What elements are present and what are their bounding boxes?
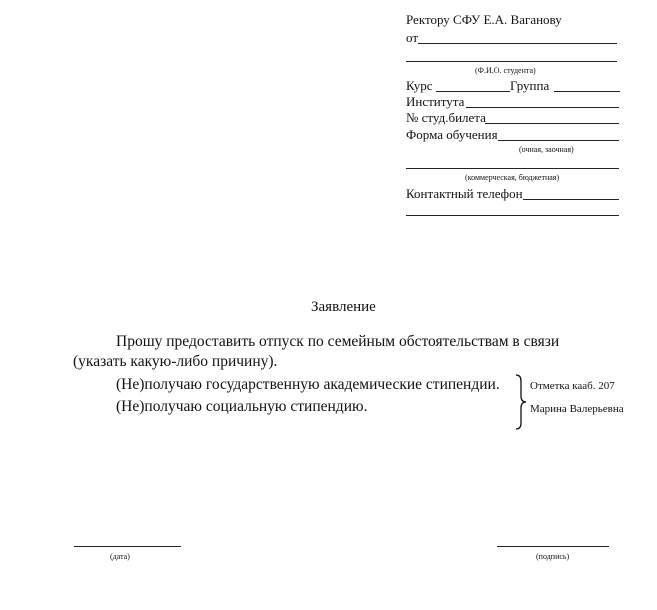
curly-brace-icon bbox=[514, 374, 528, 430]
institute-line bbox=[466, 107, 619, 108]
addressee-text: Ректору СФУ Е.А. Ваганову bbox=[406, 12, 562, 27]
social-scholarship-line: (Не)получаю социальную стипендию. bbox=[116, 398, 368, 415]
paragraph-line-1: Прошу предоставить отпуск по семейным обстоятельствам в связи bbox=[116, 333, 560, 350]
course-line bbox=[436, 91, 510, 92]
signature-caption: (подпись) bbox=[536, 552, 570, 561]
phone-line-2 bbox=[406, 215, 619, 216]
group-label: Группа bbox=[510, 78, 550, 93]
paragraph-line-2: (указать какую-либо причину). bbox=[73, 353, 278, 370]
funding-line bbox=[406, 168, 619, 169]
side-note-office: Отметка кааб. 207 bbox=[530, 380, 615, 392]
study-form-caption: (очная, заочная) bbox=[519, 145, 574, 154]
date-line bbox=[74, 546, 181, 547]
course-label: Курс bbox=[406, 78, 433, 93]
side-note-name: Марина Валерьевна bbox=[530, 403, 624, 415]
signature-line bbox=[497, 546, 609, 547]
fio-line bbox=[406, 61, 617, 62]
study-form-label: Форма обучения bbox=[406, 127, 498, 142]
group-line bbox=[554, 91, 620, 92]
funding-caption: (коммерческая, бюджетная) bbox=[465, 173, 560, 182]
academic-scholarship-line: (Не)получаю государственную академические стипендии. bbox=[116, 376, 500, 393]
study-form-line bbox=[498, 140, 619, 141]
phone-label: Контактный телефон bbox=[406, 186, 523, 201]
institute-label: Института bbox=[406, 94, 465, 109]
student-id-line bbox=[485, 123, 619, 124]
phone-line bbox=[523, 199, 619, 200]
document-title: Заявление bbox=[311, 299, 376, 315]
student-id-label: № студ.билета bbox=[406, 110, 486, 125]
from-label: от bbox=[406, 30, 419, 45]
fio-caption: (Ф.И.О. студента) bbox=[475, 66, 536, 75]
date-caption: (дата) bbox=[110, 552, 130, 561]
from-line bbox=[418, 43, 617, 44]
